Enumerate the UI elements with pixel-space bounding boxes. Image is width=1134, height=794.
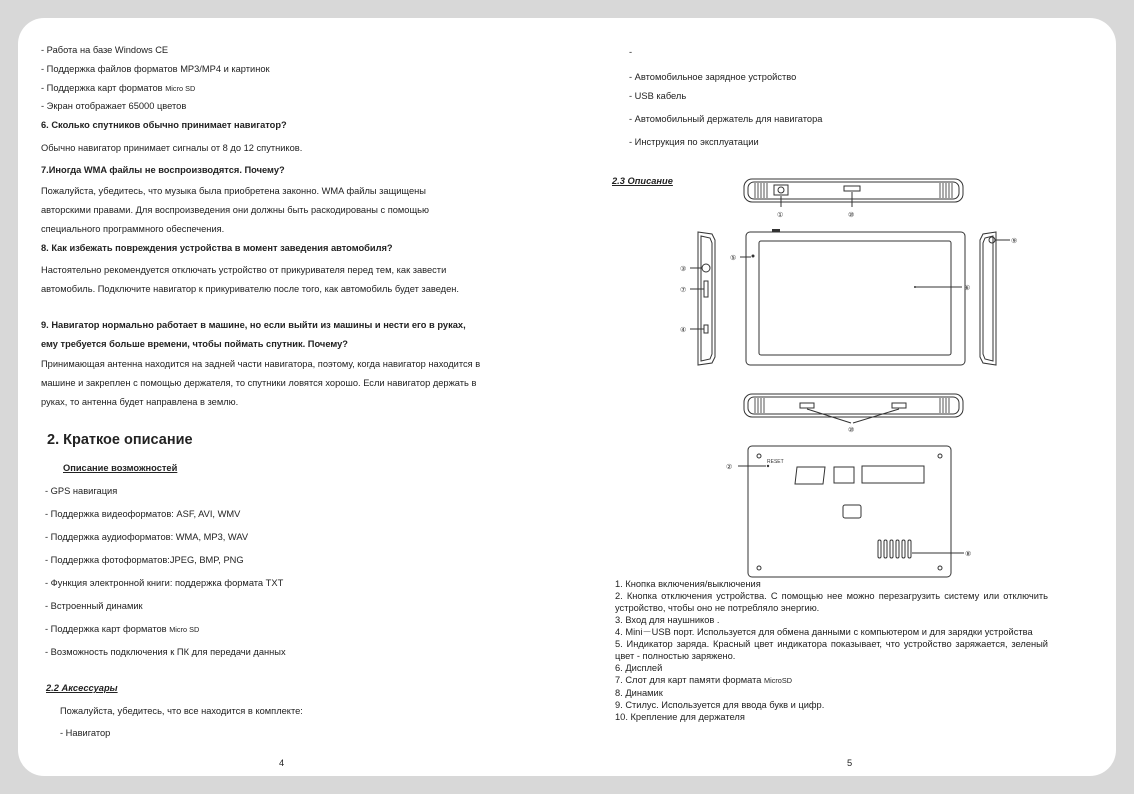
callout-4: ④ — [680, 327, 687, 334]
caption-item: 9. Стилус. Используется для ввода букв и цифр. — [615, 700, 825, 710]
accessories-item: - USB кабель — [629, 91, 687, 101]
faq-9-answer: Принимающая антенна находится на задней части навигатора, поэтому, когда навигатор находится в машине и закреплен с помощью держателя, то спутники ловятся хорошо. Если навигатор держать в руках, то антенна будет направлена в землю. — [41, 359, 481, 407]
callout-7: ⑦ — [680, 287, 687, 294]
faq-6-answer: Обычно навигатор принимает сигналы от 8 до 12 спутников. — [41, 143, 303, 153]
faq-9-question: 9. Навигатор нормально работает в машине, но если выйти из машины и нести его в руках, ему требуется больше времени, чтобы поймать спутник. Почему? — [41, 320, 466, 349]
callout-1: ① — [777, 212, 784, 219]
accessories-dash: - — [629, 47, 633, 57]
feature-item: - Поддержка видеоформатов: ASF, AVI, WMV — [45, 509, 241, 519]
caption-item: 4. Mini－USB порт. Используется для обмена данными с компьютером и для зарядки устройства — [615, 627, 1033, 637]
callout-10: ⑩ — [848, 212, 855, 219]
feature-item: - Встроенный динамик — [45, 601, 143, 611]
feature-windows-ce: - Работа на базе Windows CE — [41, 45, 169, 55]
faq-8-answer: Настоятельно рекомендуется отключать устройство от прикуривателя перед тем, как завести автомобиль. Подключите навигатор к прикуривателю после того, как автомобиль будет заведен. — [41, 265, 459, 294]
captions-list — [615, 578, 1048, 723]
page-number-left: 4 — [279, 758, 285, 768]
callout-6: ⑥ — [964, 285, 971, 292]
device-right-side — [980, 232, 1017, 365]
caption-item: 7. Слот для карт памяти формата MicroSD — [615, 675, 793, 685]
section-title: 2. Краткое описание — [47, 432, 193, 448]
feature-item: - Поддержка аудиоформатов: WMA, MP3, WAV — [45, 532, 249, 542]
feature-item: - Функция электронной книги: поддержка формата TXT — [45, 578, 284, 588]
faq-8-question: 8. Как избежать повреждения устройства в момент заведения автомобиля? — [41, 243, 393, 253]
accessories-intro: Пожалуйста, убедитесь, что все находится в комплекте: — [60, 706, 303, 716]
feature-mp3-mp4: - Поддержка файлов форматов MP3/MP4 и картинок — [41, 64, 270, 74]
device-back-view — [726, 446, 971, 577]
feature-item: - GPS навигация — [45, 486, 118, 496]
caption-item: 8. Динамик — [615, 688, 663, 698]
device-left-side — [680, 232, 715, 365]
feature-microsd-top: - Поддержка карт форматов Micro SD — [41, 83, 196, 93]
callout-2: ② — [726, 464, 733, 471]
feature-item: - Поддержка фотоформатов:JPEG, BMP, PNG — [45, 555, 244, 565]
callout-3: ③ — [680, 266, 687, 273]
description-heading: 2.3 Описание — [612, 176, 673, 186]
caption-item: 1. Кнопка включения/выключения — [615, 579, 761, 589]
feature-item: - Возможность подключения к ПК для передачи данных — [45, 647, 286, 657]
callout-9: ⑨ — [1011, 238, 1018, 245]
feature-colors: - Экран отображает 65000 цветов — [41, 101, 187, 111]
device-front-view — [730, 229, 970, 365]
caption-item: 5. Индикатор заряда. Красный цвет индикатора показывает, что устройство заряжается, зеленый цвет - полностью заряжено. — [615, 639, 1048, 661]
page-number-right: 5 — [847, 758, 853, 768]
accessories-item: - Инструкция по эксплуатации — [629, 137, 759, 147]
accessories-item: - Автомобильный держатель для навигатора — [629, 114, 823, 124]
callout-5: ⑤ — [730, 255, 737, 262]
accessories-item: - Автомобильное зарядное устройство — [629, 72, 797, 82]
faq-6-question: 6. Сколько спутников обычно принимает навигатор? — [41, 120, 287, 130]
reset-label: RESET — [767, 459, 784, 465]
accessories-heading: 2.2 Аксессуары — [46, 683, 118, 693]
callout-8: ⑧ — [965, 551, 972, 558]
caption-item: 2. Кнопка отключения устройства. С помощью нее можно перезагрузить систему или отключить устройство, чтобы оно не потребляло энергию. — [615, 591, 1048, 613]
faq-7-answer: Пожалуйста, убедитесь, что музыка была приобретена законно. WMA файлы защищены авторскими правами. Для воспроизведения они должны быть раскодированы с помощью специального программного обеспечения. — [41, 186, 429, 234]
caption-item: 6. Дисплей — [615, 663, 663, 673]
device-bottom-view — [744, 394, 963, 434]
callout-10-bottom: ⑩ — [848, 427, 855, 434]
caption-item: 3. Вход для наушников . — [615, 615, 720, 625]
caption-item: 10. Крепление для держателя — [615, 712, 745, 722]
device-top-view — [744, 179, 963, 219]
faq-7-question: 7.Иногда WMA файлы не воспроизводятся. Почему? — [41, 165, 285, 175]
accessories-item: - Навигатор — [60, 728, 111, 738]
features-heading: Описание возможностей — [63, 463, 178, 473]
feature-item: - Поддержка карт форматов Micro SD — [45, 624, 200, 634]
